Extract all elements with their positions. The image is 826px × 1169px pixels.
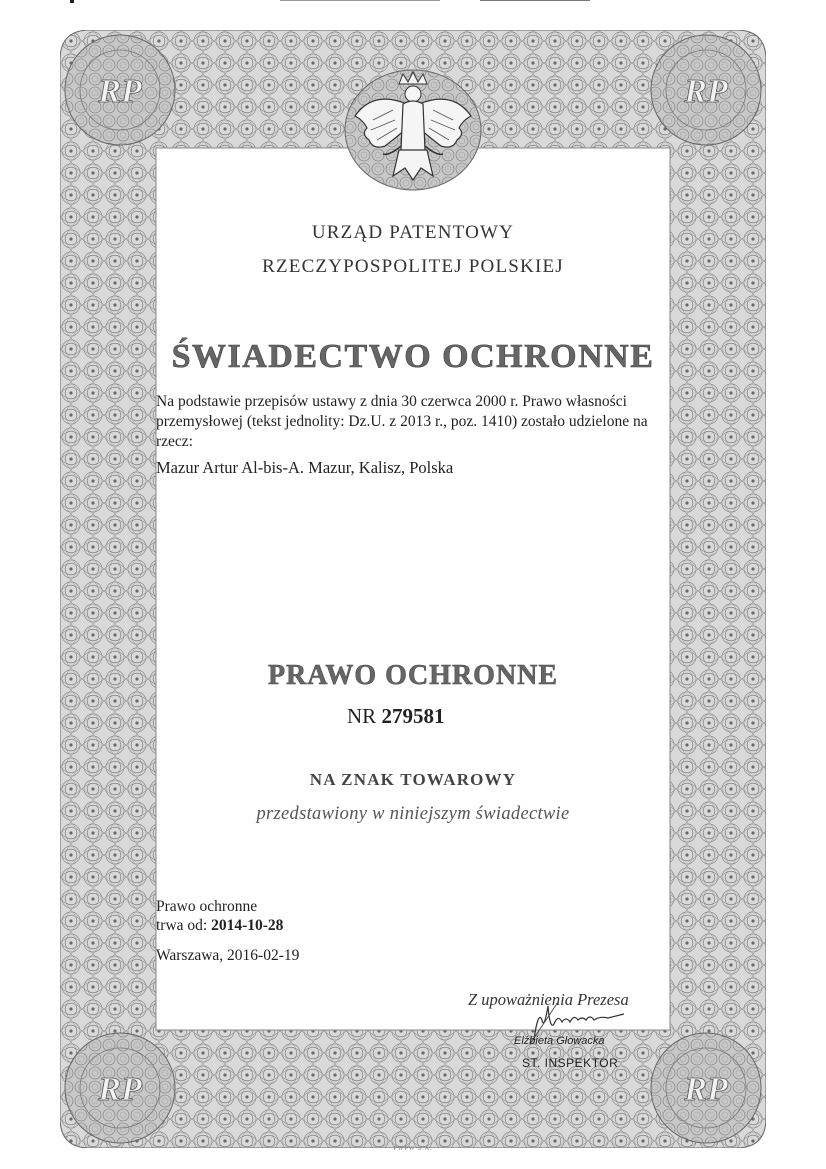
issue-place-date: Warszawa, 2016-02-19	[156, 947, 300, 964]
right-number-prefix: NR	[347, 704, 377, 728]
duration-from-label: trwa od:	[156, 917, 208, 934]
right-title: PRAWO OCHRONNE	[267, 660, 559, 691]
signer-role: ST. INSPEKTOR	[522, 1056, 619, 1070]
office-name-line2: RZECZYPOSPOLITEJ POLSKIEJ	[262, 256, 564, 277]
signer-name: Elżbieta Głowacka	[514, 1035, 605, 1047]
right-number-value: 279581	[381, 704, 445, 728]
mark-subtitle: przedstawiony w niniejszym świadectwie	[256, 804, 570, 824]
svg-text:RP: RP	[98, 1071, 142, 1108]
rights-holder: Mazur Artur Al-bis-A. Mazur, Kalisz, Polska	[156, 458, 454, 477]
printer-code: PWPW S.A.	[393, 1146, 433, 1152]
svg-text:RP: RP	[98, 73, 142, 110]
duration-from-date: 2014-10-28	[211, 917, 284, 934]
mark-type: NA ZNAK TOWAROWY	[309, 770, 517, 789]
svg-text:RP: RP	[684, 73, 728, 110]
legal-basis-text: Na podstawie przepisów ustawy z dnia 30 czerwca 2000 r. Prawo własności przemysłowej (tekst jednolity: Dz.U. z 2013 r., poz. 1410) zostało udzielone na rzecz:	[156, 393, 648, 450]
authorization-text: Z upoważnienia Prezesa	[468, 990, 629, 1009]
duration-from	[156, 917, 283, 935]
office-name-line1: URZĄD PATENTOWY	[311, 222, 515, 243]
right-number	[347, 704, 444, 729]
duration-label: Prawo ochronne	[156, 898, 258, 915]
certificate-title: ŚWIADECTWO OCHRONNE	[171, 338, 655, 375]
svg-text:RP: RP	[684, 1071, 728, 1108]
